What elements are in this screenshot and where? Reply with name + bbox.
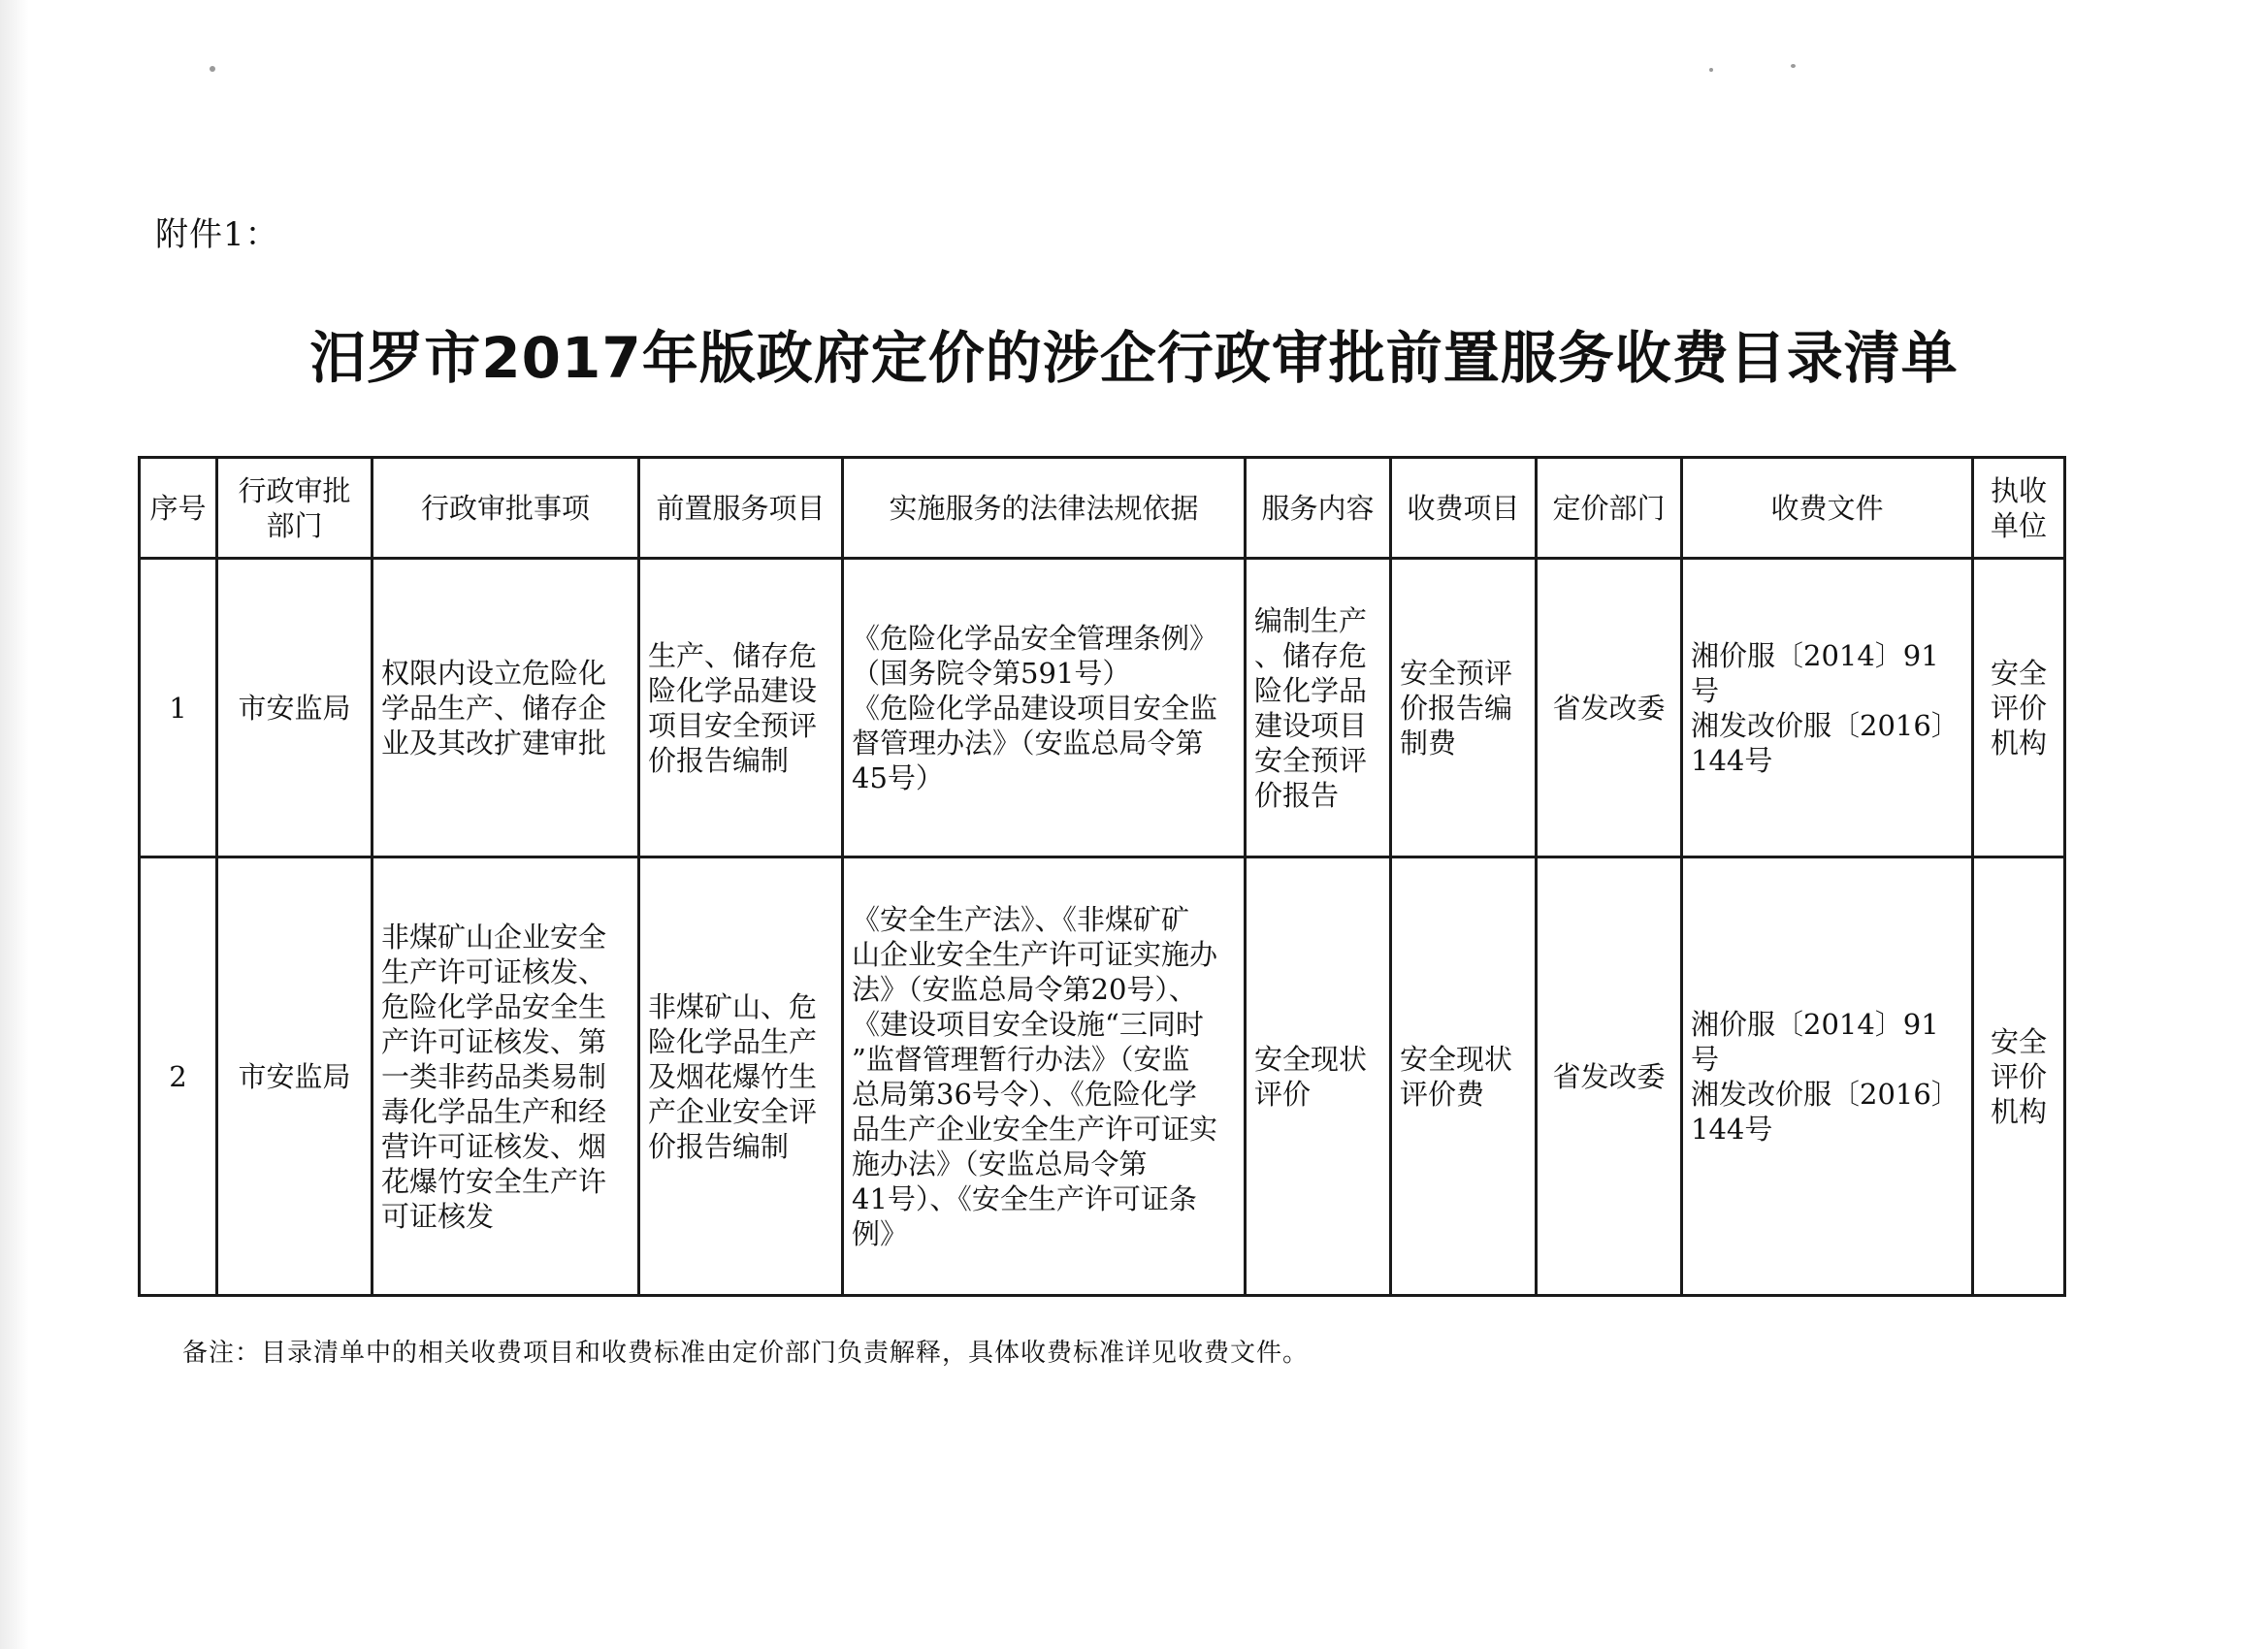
cell-line: 评价 — [1990, 1059, 2047, 1093]
cell-line: 施办法》（安监总局令第 — [852, 1147, 1148, 1180]
cell-line: 湘价服〔2014〕91号 — [1691, 1007, 1939, 1076]
scan-speck — [1791, 64, 1796, 68]
cell-approval-items — [373, 857, 639, 1296]
cell-line: 安全 — [1990, 656, 2047, 690]
cell-collector — [1973, 857, 2065, 1296]
cell-line: 品生产企业安全生产许可证实 — [852, 1112, 1218, 1146]
cell-fee-docs — [1682, 857, 1973, 1296]
cell-line: 行政审批 — [238, 473, 351, 507]
cell-line: 、储存危 — [1254, 638, 1368, 672]
cell-legal-basis — [843, 559, 1246, 857]
cell-legal-basis — [843, 857, 1246, 1296]
cell-line: 价报告编制 — [648, 743, 790, 777]
cell-line: 法》（安监总局令第20号）、 — [852, 972, 1197, 1006]
cell-approval-items — [373, 559, 639, 857]
cell-line: 前置服务项目 — [656, 491, 826, 525]
cell-pre-service — [639, 559, 843, 857]
cell-line: 非煤矿山企业安全 — [381, 920, 607, 954]
scan-speck — [1709, 68, 1713, 72]
cell-line: 湘发改价服〔2016〕 — [1691, 708, 1960, 742]
cell-line: 产许可证核发、第 — [381, 1024, 607, 1058]
cell-line: 危险化学品安全生 — [381, 989, 607, 1023]
cell-line: 评价费 — [1400, 1077, 1485, 1111]
header-seq — [140, 458, 217, 559]
cell-line: 湘价服〔2014〕91号 — [1691, 638, 1939, 707]
cell-line: 产企业安全评 — [648, 1094, 818, 1128]
remark-note: 备注：目录清单中的相关收费项目和收费标准由定价部门负责解释，具体收费标准详见收费文件。 — [182, 1339, 1310, 1368]
table-header-row — [140, 458, 2065, 559]
cell-line: 权限内设立危险化 — [381, 656, 607, 690]
cell-line: 安全现状 — [1254, 1042, 1368, 1076]
cell-line: 督管理办法》（安监总局令第 — [852, 726, 1204, 760]
cell-line: 安全现状 — [1400, 1042, 1513, 1076]
cell-pricing-dept: 省发改委 — [1537, 559, 1682, 857]
table-row — [140, 857, 2065, 1296]
cell-line: （国务院令第591号） — [852, 656, 1131, 690]
cell-line: 一类非药品类易制 — [381, 1059, 607, 1093]
cell-line: 非煤矿山、危 — [648, 989, 818, 1023]
cell-line: 收费文件 — [1770, 491, 1884, 525]
header-dept — [217, 458, 373, 559]
cell-line: 收费项目 — [1407, 491, 1520, 525]
cell-line: 价报告编 — [1400, 691, 1513, 725]
fee-catalog-table — [138, 456, 2066, 1297]
header-legal-basis — [843, 458, 1246, 559]
cell-line: 《危险化学品安全管理条例》 — [852, 621, 1218, 655]
cell-collector — [1973, 559, 2065, 857]
cell-service-content — [1246, 559, 1391, 857]
cell-line: 安全预评 — [1400, 656, 1513, 690]
attachment-label: 附件1： — [155, 215, 279, 254]
cell-line: 定价部门 — [1552, 491, 1666, 525]
header-fee-item — [1391, 458, 1537, 559]
cell-pricing-dept: 省发改委 — [1537, 857, 1682, 1296]
cell-line: 序号 — [149, 491, 207, 525]
cell-line: ”监督管理暂行办法》（安监 — [852, 1042, 1190, 1076]
scan-speck — [210, 66, 215, 72]
cell-line: 评价 — [1254, 1077, 1312, 1111]
cell-line: 生产许可证核发、 — [381, 954, 607, 988]
cell-line: 例》 — [852, 1216, 909, 1250]
cell-line: 价报告 — [1254, 778, 1340, 812]
cell-line: 机构 — [1990, 1094, 2047, 1128]
cell-line: 险化学品生产 — [648, 1024, 818, 1058]
cell-dept: 市安监局 — [217, 559, 373, 857]
cell-line: 制费 — [1400, 726, 1457, 760]
cell-fee-item — [1391, 857, 1537, 1296]
cell-line: 花爆竹安全生产许 — [381, 1164, 607, 1198]
cell-line: 《危险化学品建设项目安全监 — [852, 691, 1218, 725]
cell-line: 单位 — [1990, 508, 2047, 542]
cell-line: 湘发改价服〔2016〕 — [1691, 1077, 1960, 1111]
cell-line: 毒化学品生产和经 — [381, 1094, 607, 1128]
cell-line: 营许可证核发、烟 — [381, 1129, 607, 1163]
header-service-content — [1246, 458, 1391, 559]
cell-line: 山企业安全生产许可证实施办 — [852, 937, 1218, 971]
cell-seq: 1 — [140, 559, 217, 857]
cell-fee-item — [1391, 559, 1537, 857]
cell-line: 险化学品建设 — [648, 673, 818, 707]
cell-line: 建设项目 — [1254, 708, 1368, 742]
cell-line: 安全预评 — [1254, 743, 1368, 777]
cell-seq: 2 — [140, 857, 217, 1296]
cell-line: 学品生产、储存企 — [381, 691, 607, 725]
header-pricing-dept — [1537, 458, 1682, 559]
cell-line: 价报告编制 — [648, 1129, 790, 1163]
scan-edge — [0, 0, 29, 1649]
table-row — [140, 559, 2065, 857]
cell-line: 机构 — [1990, 726, 2047, 760]
cell-line: 险化学品 — [1254, 673, 1368, 707]
cell-line: 总局第36号令）、《危险化学 — [852, 1077, 1197, 1111]
cell-dept: 市安监局 — [217, 857, 373, 1296]
cell-line: 项目安全预评 — [648, 708, 818, 742]
cell-line: 144号 — [1691, 743, 1773, 777]
cell-line: 执收 — [1990, 473, 2047, 507]
cell-line: 部门 — [266, 508, 323, 542]
cell-line: 144号 — [1691, 1112, 1773, 1146]
cell-line: 行政审批事项 — [420, 491, 590, 525]
cell-fee-docs — [1682, 559, 1973, 857]
cell-line: 安全 — [1990, 1024, 2047, 1058]
cell-line: 45号） — [852, 760, 944, 794]
cell-line: 及烟花爆竹生 — [648, 1059, 818, 1093]
cell-line: 编制生产 — [1254, 603, 1368, 637]
page-title: 汨罗市2017年版政府定价的涉企行政审批前置服务收费目录清单 — [309, 325, 1959, 391]
cell-line: 评价 — [1990, 691, 2047, 725]
cell-line: 业及其改扩建审批 — [381, 726, 607, 760]
header-approval-items — [373, 458, 639, 559]
cell-line: 《建设项目安全设施“三同时 — [852, 1007, 1204, 1041]
cell-line: 可证核发 — [381, 1199, 495, 1233]
cell-pre-service — [639, 857, 843, 1296]
cell-line: 《安全生产法》、《非煤矿矿 — [852, 902, 1190, 936]
cell-line: 服务内容 — [1261, 491, 1375, 525]
cell-line: 生产、储存危 — [648, 638, 818, 672]
cell-line: 实施服务的法律法规依据 — [889, 491, 1199, 525]
header-collector — [1973, 458, 2065, 559]
header-pre-service — [639, 458, 843, 559]
header-fee-docs — [1682, 458, 1973, 559]
cell-service-content — [1246, 857, 1391, 1296]
cell-line: 41号）、《安全生产许可证条 — [852, 1181, 1197, 1215]
